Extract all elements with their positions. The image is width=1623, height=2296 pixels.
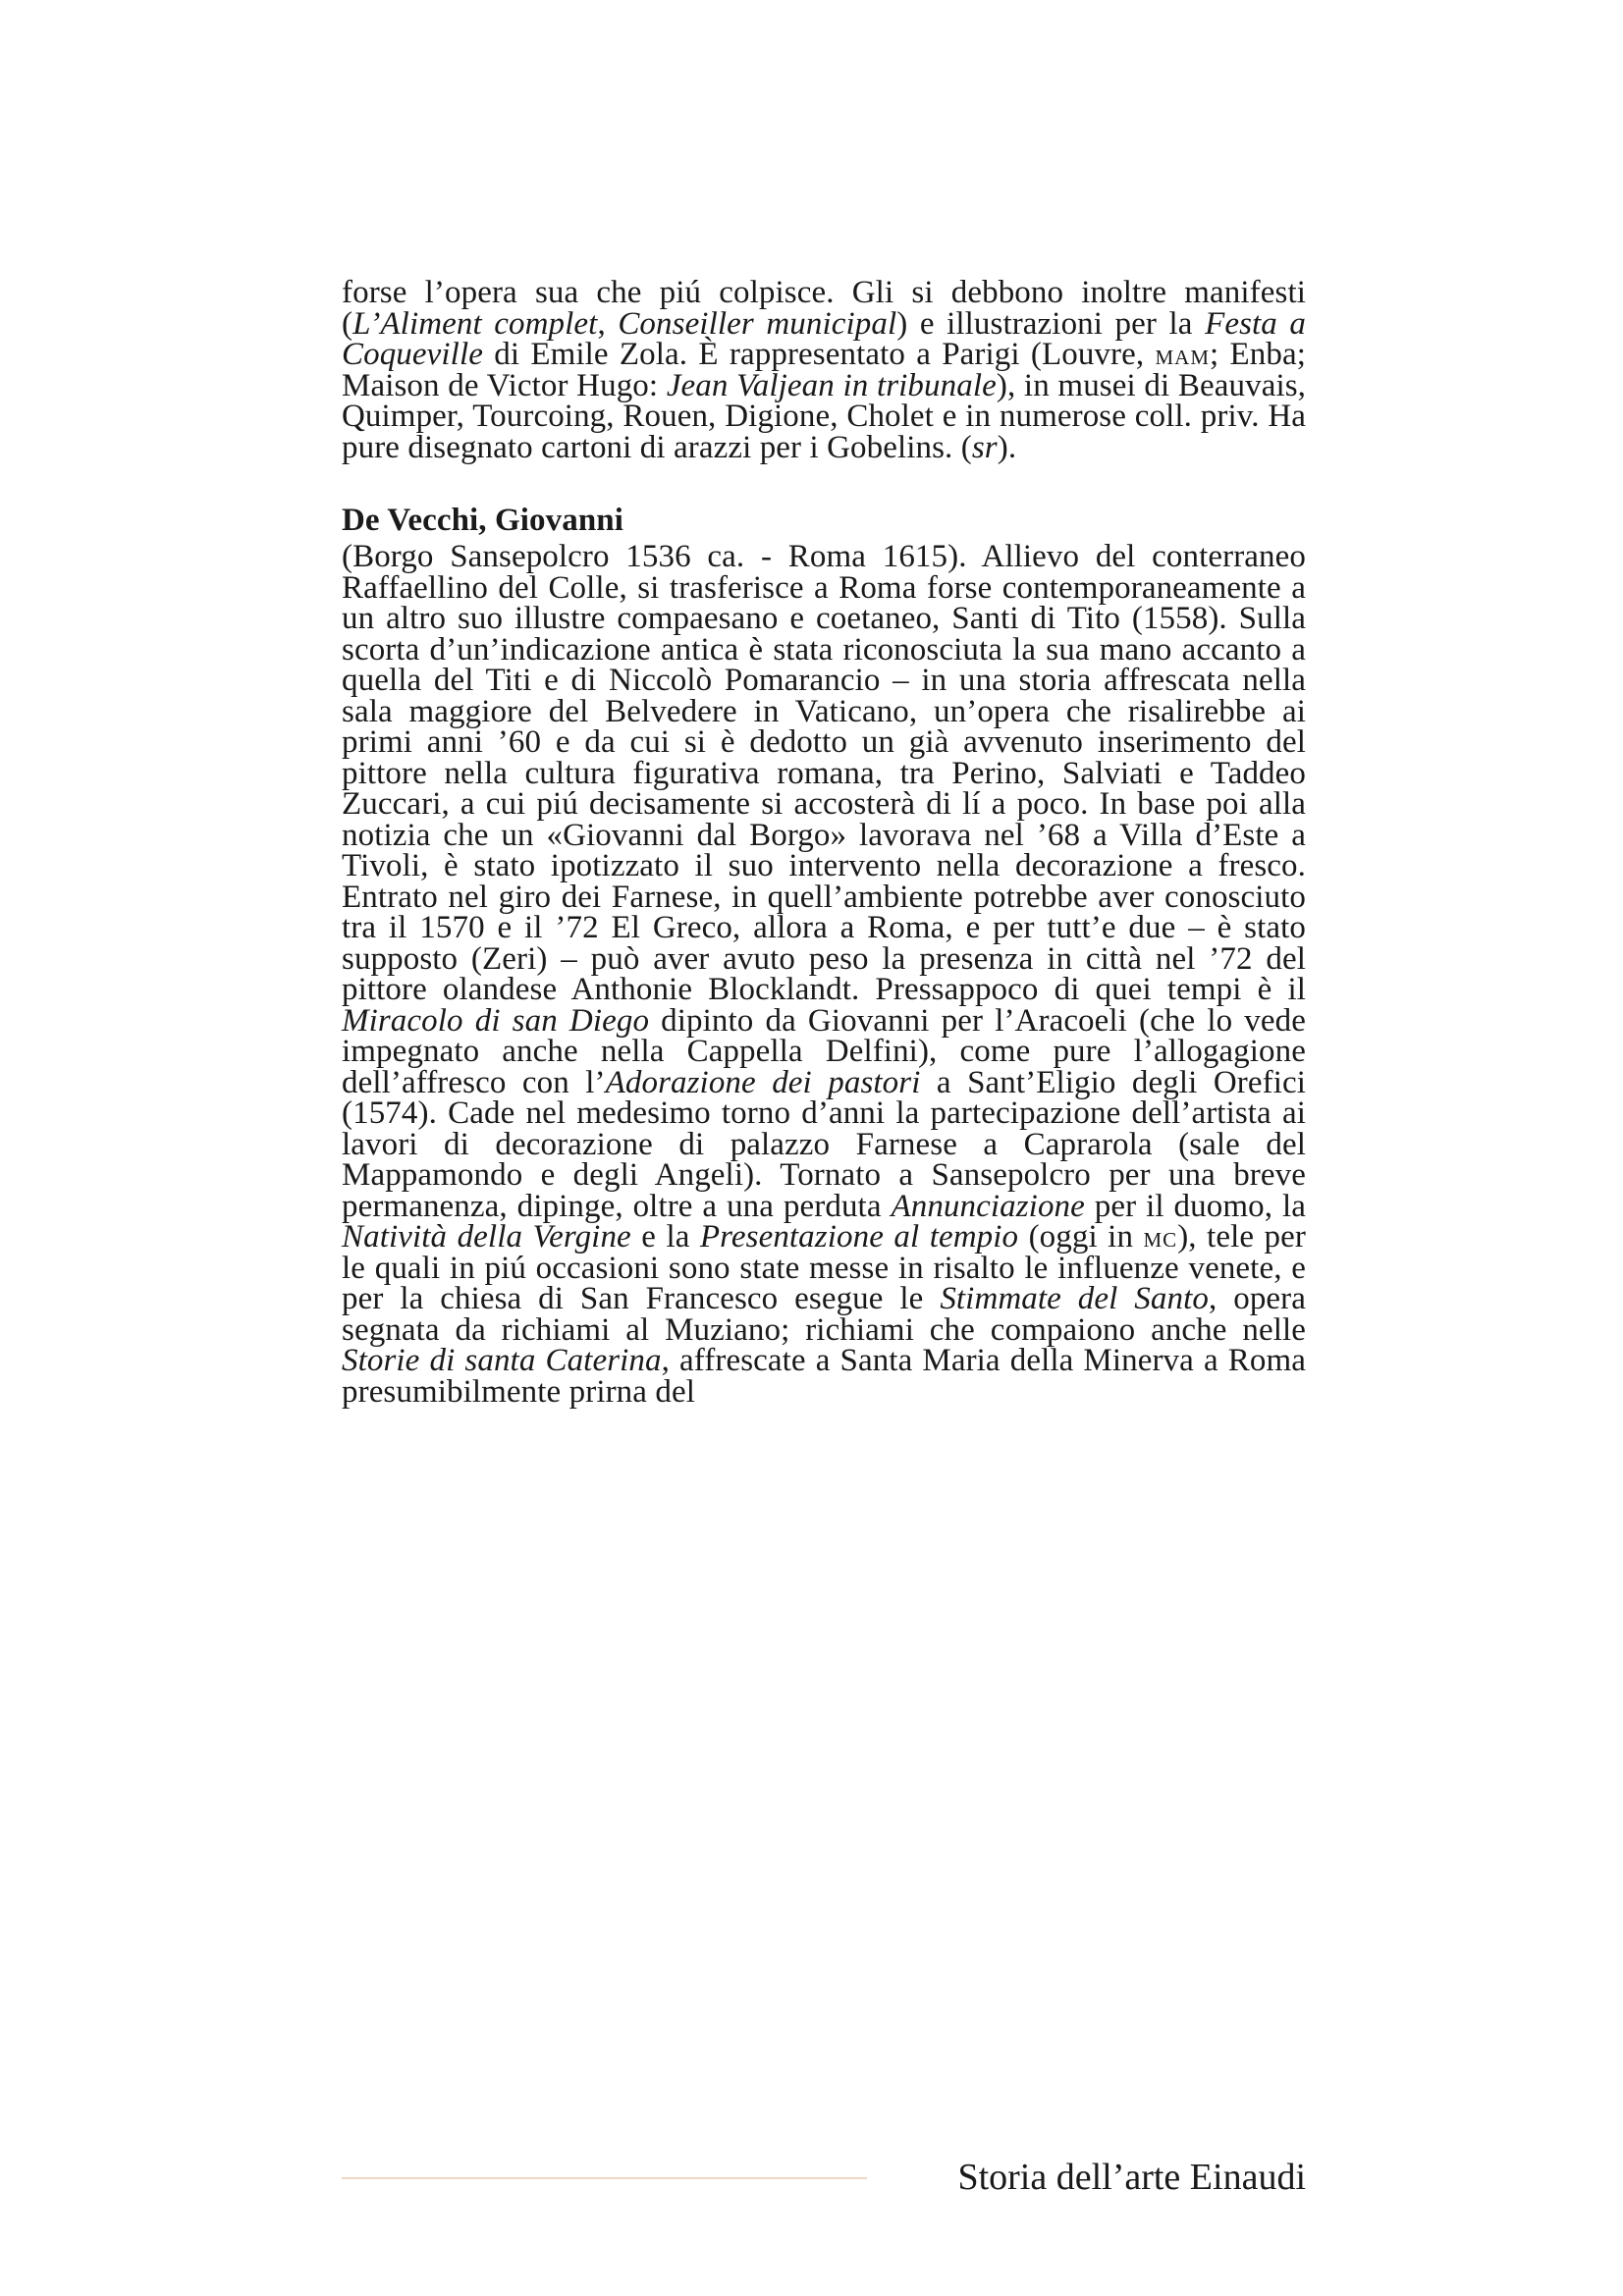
entry-heading: De Vecchi, Giovanni — [342, 503, 624, 538]
text-run: ) e illustrazioni per la — [896, 305, 1206, 342]
italic-title: sr — [971, 429, 998, 465]
footer-rule — [342, 2177, 867, 2179]
text-run: di Emile Zola. È rappresentato a Parigi (Louvre, — [482, 337, 1156, 372]
text-run: (oggi in — [1018, 1219, 1144, 1255]
italic-title: Conseiller municipal — [618, 305, 897, 342]
italic-title: Festa a Coqueville — [342, 305, 1306, 372]
italic-title: Adorazione dei pastori — [605, 1064, 921, 1100]
text-run: e la — [630, 1219, 700, 1255]
text-run: , affrescate a Santa Maria della Minerva a Roma presumibilmente prirna del — [342, 1343, 1306, 1410]
footer-title: Storia dell’arte Einaudi — [957, 2157, 1306, 2198]
italic-title: Stimmate del Santo — [940, 1281, 1209, 1316]
text-run: dipinto da Giovanni per l’Aracoeli (che lo vede impegnato anche nella Cappella Delfini), come pure l’allogagione dell’affresco con l’ — [342, 1002, 1306, 1100]
italic-title: L’Aliment complet — [352, 305, 598, 342]
text-run: , opera segnata da richiami al Muziano; richiami che compaiono anche nelle — [342, 1281, 1307, 1348]
text-run: , — [597, 305, 619, 342]
abbreviation: mam — [1155, 338, 1210, 371]
italic-title: Storie di santa Caterina — [342, 1343, 662, 1378]
italic-title: Jean Valjean in tribunale — [666, 367, 997, 403]
italic-title: Miracolo di san Diego — [342, 1002, 650, 1039]
entry-body — [342, 539, 1307, 1410]
text-run: per il duomo, la — [1084, 1188, 1306, 1224]
text-run: a Sant’Eligio degli Orefici (1574). Cade nel medesimo torno d’anni la partecipazione dell’artista ai lavori di decorazione di palazzo Farnese a Caprarola (sale del Mappamondo e degli Angeli). Tornato a Sansepolcro per una breve permanenza, dipinge, oltre a una perduta — [342, 1064, 1306, 1224]
italic-title: Presentazione al tempio — [699, 1219, 1019, 1255]
text-run: (Borgo Sansepolcro 1536 ca. - Roma 1615). Allievo del conterraneo Raffaellino del Colle, si trasferisce a Roma forse contemporaneamente a un altro suo illustre compaesano e coetaneo, Santi di Tito (1558). Sulla scorta d’un’indicazione antica è stata riconosciuta la sua mano accanto a quella del Titi e di Niccolò Pomarancio – in una storia affrescata nella sala maggiore del Belvedere in Vaticano, un’opera che risalirebbe ai primi anni ’60 e da cui si è dedotto un già avvenuto inserimento del pittore nella cultura figurativa romana, tra Perino, Salviati e Taddeo Zuccari, a cui piú decisamente si accosterà di lí a poco. In base poi alla notizia che un «Giovanni dal Borgo» lavorava nel ’68 a Villa d’Este a Tivoli, è stato ipotizzato il suo intervento nella decorazione a fresco. Entrato nel giro dei Farnese, in quell’ambiente potrebbe aver conosciuto tra il 1570 e il ’72 El Greco, allora a Roma, e per tutt’e due – è stato supposto (Zeri) – può aver avuto peso la presenza in città nel ’72 del pittore olandese Anthonie Blocklandt. Pressappoco di quei tempi è il — [342, 539, 1306, 1007]
italic-title: Annunciazione — [891, 1188, 1085, 1224]
text-column — [342, 275, 1307, 1410]
text-run: ). — [997, 429, 1017, 465]
italic-title: Natività della Vergine — [342, 1219, 631, 1255]
text-run: ), in musei di Beauvais, Quimper, Tourcoing, Rouen, Digione, Cholet e in numerose coll. priv. Ha pure disegnato cartoni di arazzi per i Gobelins. ( — [342, 367, 1306, 465]
text-run: ), tele per le quali in piú occasioni sono state messe in risalto le influenze venete, e per la chiesa di San Francesco esegue le — [342, 1219, 1306, 1316]
text-run: ; Enba; Maison de Victor Hugo: — [342, 337, 1306, 403]
paragraph-continued — [342, 275, 1306, 465]
abbreviation: mc — [1143, 1220, 1178, 1254]
text-run: forse l’opera sua che piú colpisce. Gli si debbono inoltre manifesti ( — [342, 275, 1306, 342]
